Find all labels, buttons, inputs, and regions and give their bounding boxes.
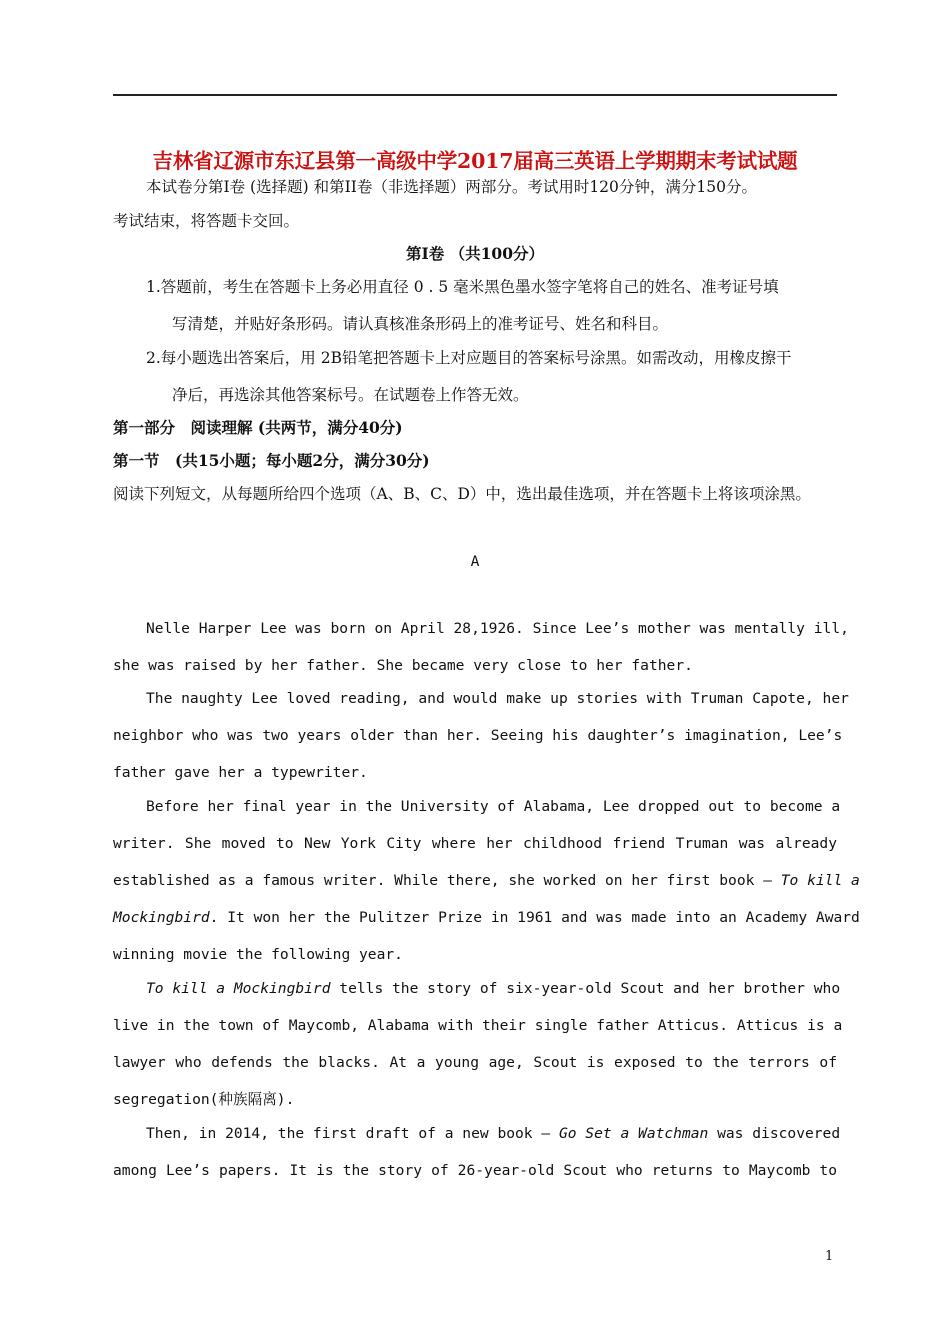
book-title: To kill a [780, 872, 860, 889]
passage-line [146, 1124, 841, 1144]
book-title: Mockingbird [113, 909, 210, 926]
note-1-continued: 写清楚，并贴好条形码。请认真核准条形码上的准考证号、姓名和科目。 [172, 315, 669, 333]
passage-label: A [470, 553, 480, 570]
book-title: Go Set a Watchman [558, 1125, 709, 1142]
note-2: 2.每小题选出答案后，用 2B铅笔把答题卡上对应题目的答案标号涂黑。如需改动，用橡皮擦干 [146, 349, 792, 367]
passage-text: tells the story of six-year-old Scout and her brother who [330, 980, 841, 997]
book-title: To kill a Mockingbird [146, 980, 331, 997]
passage-line [146, 979, 841, 999]
passage-line: father gave her a typewriter. [113, 764, 368, 781]
passage-text: was discovered [708, 1125, 841, 1142]
passage-line: live in the town of Maycomb, Alabama with their single father Atticus. Atticus is a [113, 1017, 843, 1034]
section-heading: 第一节 (共15小题；每小题2分，满分30分) [113, 451, 430, 470]
passage-line: Before her final year in the University of Alabama, Lee dropped out to become a [146, 798, 841, 815]
passage-line: lawyer who defends the blacks. At a young age, Scout is exposed to the terrors of [113, 1054, 837, 1071]
header-rule [113, 94, 837, 96]
part-heading: 第一部分 阅读理解 (共两节，满分40分) [113, 418, 403, 437]
passage-line: she was raised by her father. She became very close to her father. [113, 657, 693, 674]
page-number: 1 [825, 1249, 834, 1264]
passage-line: segregation(种族隔离). [113, 1091, 295, 1108]
note-1: 1.答题前，考生在答题卡上务必用直径 0 . 5 毫米黑色墨水签字笔将自己的姓名、准考证号填 [146, 278, 779, 296]
volume-heading: 第I卷 （共100分） [405, 244, 544, 263]
passage-line: winning movie the following year. [113, 946, 403, 963]
passage-line: neighbor who was two years older than her. Seeing his daughter’s imagination, Lee’s [113, 727, 843, 744]
intro-text-continued: 考试结束，将答题卡交回。 [113, 212, 300, 230]
instructions: 阅读下列短文，从每题所给四个选项（A、B、C、D）中，选出最佳选项，并在答题卡上将该项涂黑。 [113, 485, 811, 503]
passage-text: . It won her the Pulitzer Prize in 1961 and was made into an Academy Award [209, 909, 860, 926]
passage-line: among Lee’s papers. It is the story of 26-year-old Scout who returns to Maycomb to [113, 1162, 837, 1179]
document-title: 吉林省辽源市东辽县第一高级中学2017届高三英语上学期期末考试试题 [152, 149, 798, 173]
intro-text: 本试卷分第I卷 (选择题) 和第II卷（非选择题）两部分。考试用时120分钟，满分150分。 [146, 178, 757, 196]
note-2-continued: 净后，再选涂其他答案标号。在试题卷上作答无效。 [172, 386, 529, 404]
passage-line: writer. She moved to New York City where her childhood friend Truman was already [113, 835, 837, 852]
passage-line: The naughty Lee loved reading, and would make up stories with Truman Capote, her [146, 690, 849, 707]
passage-text: Then, in 2014, the first draft of a new book — [146, 1125, 559, 1142]
passage-text: established as a famous writer. While there, she worked on her first book — [113, 872, 781, 889]
passage-line [113, 908, 860, 928]
passage-line: Nelle Harper Lee was born on April 28,1926. Since Lee’s mother was mentally ill, [146, 620, 849, 637]
passage-line [113, 871, 860, 891]
